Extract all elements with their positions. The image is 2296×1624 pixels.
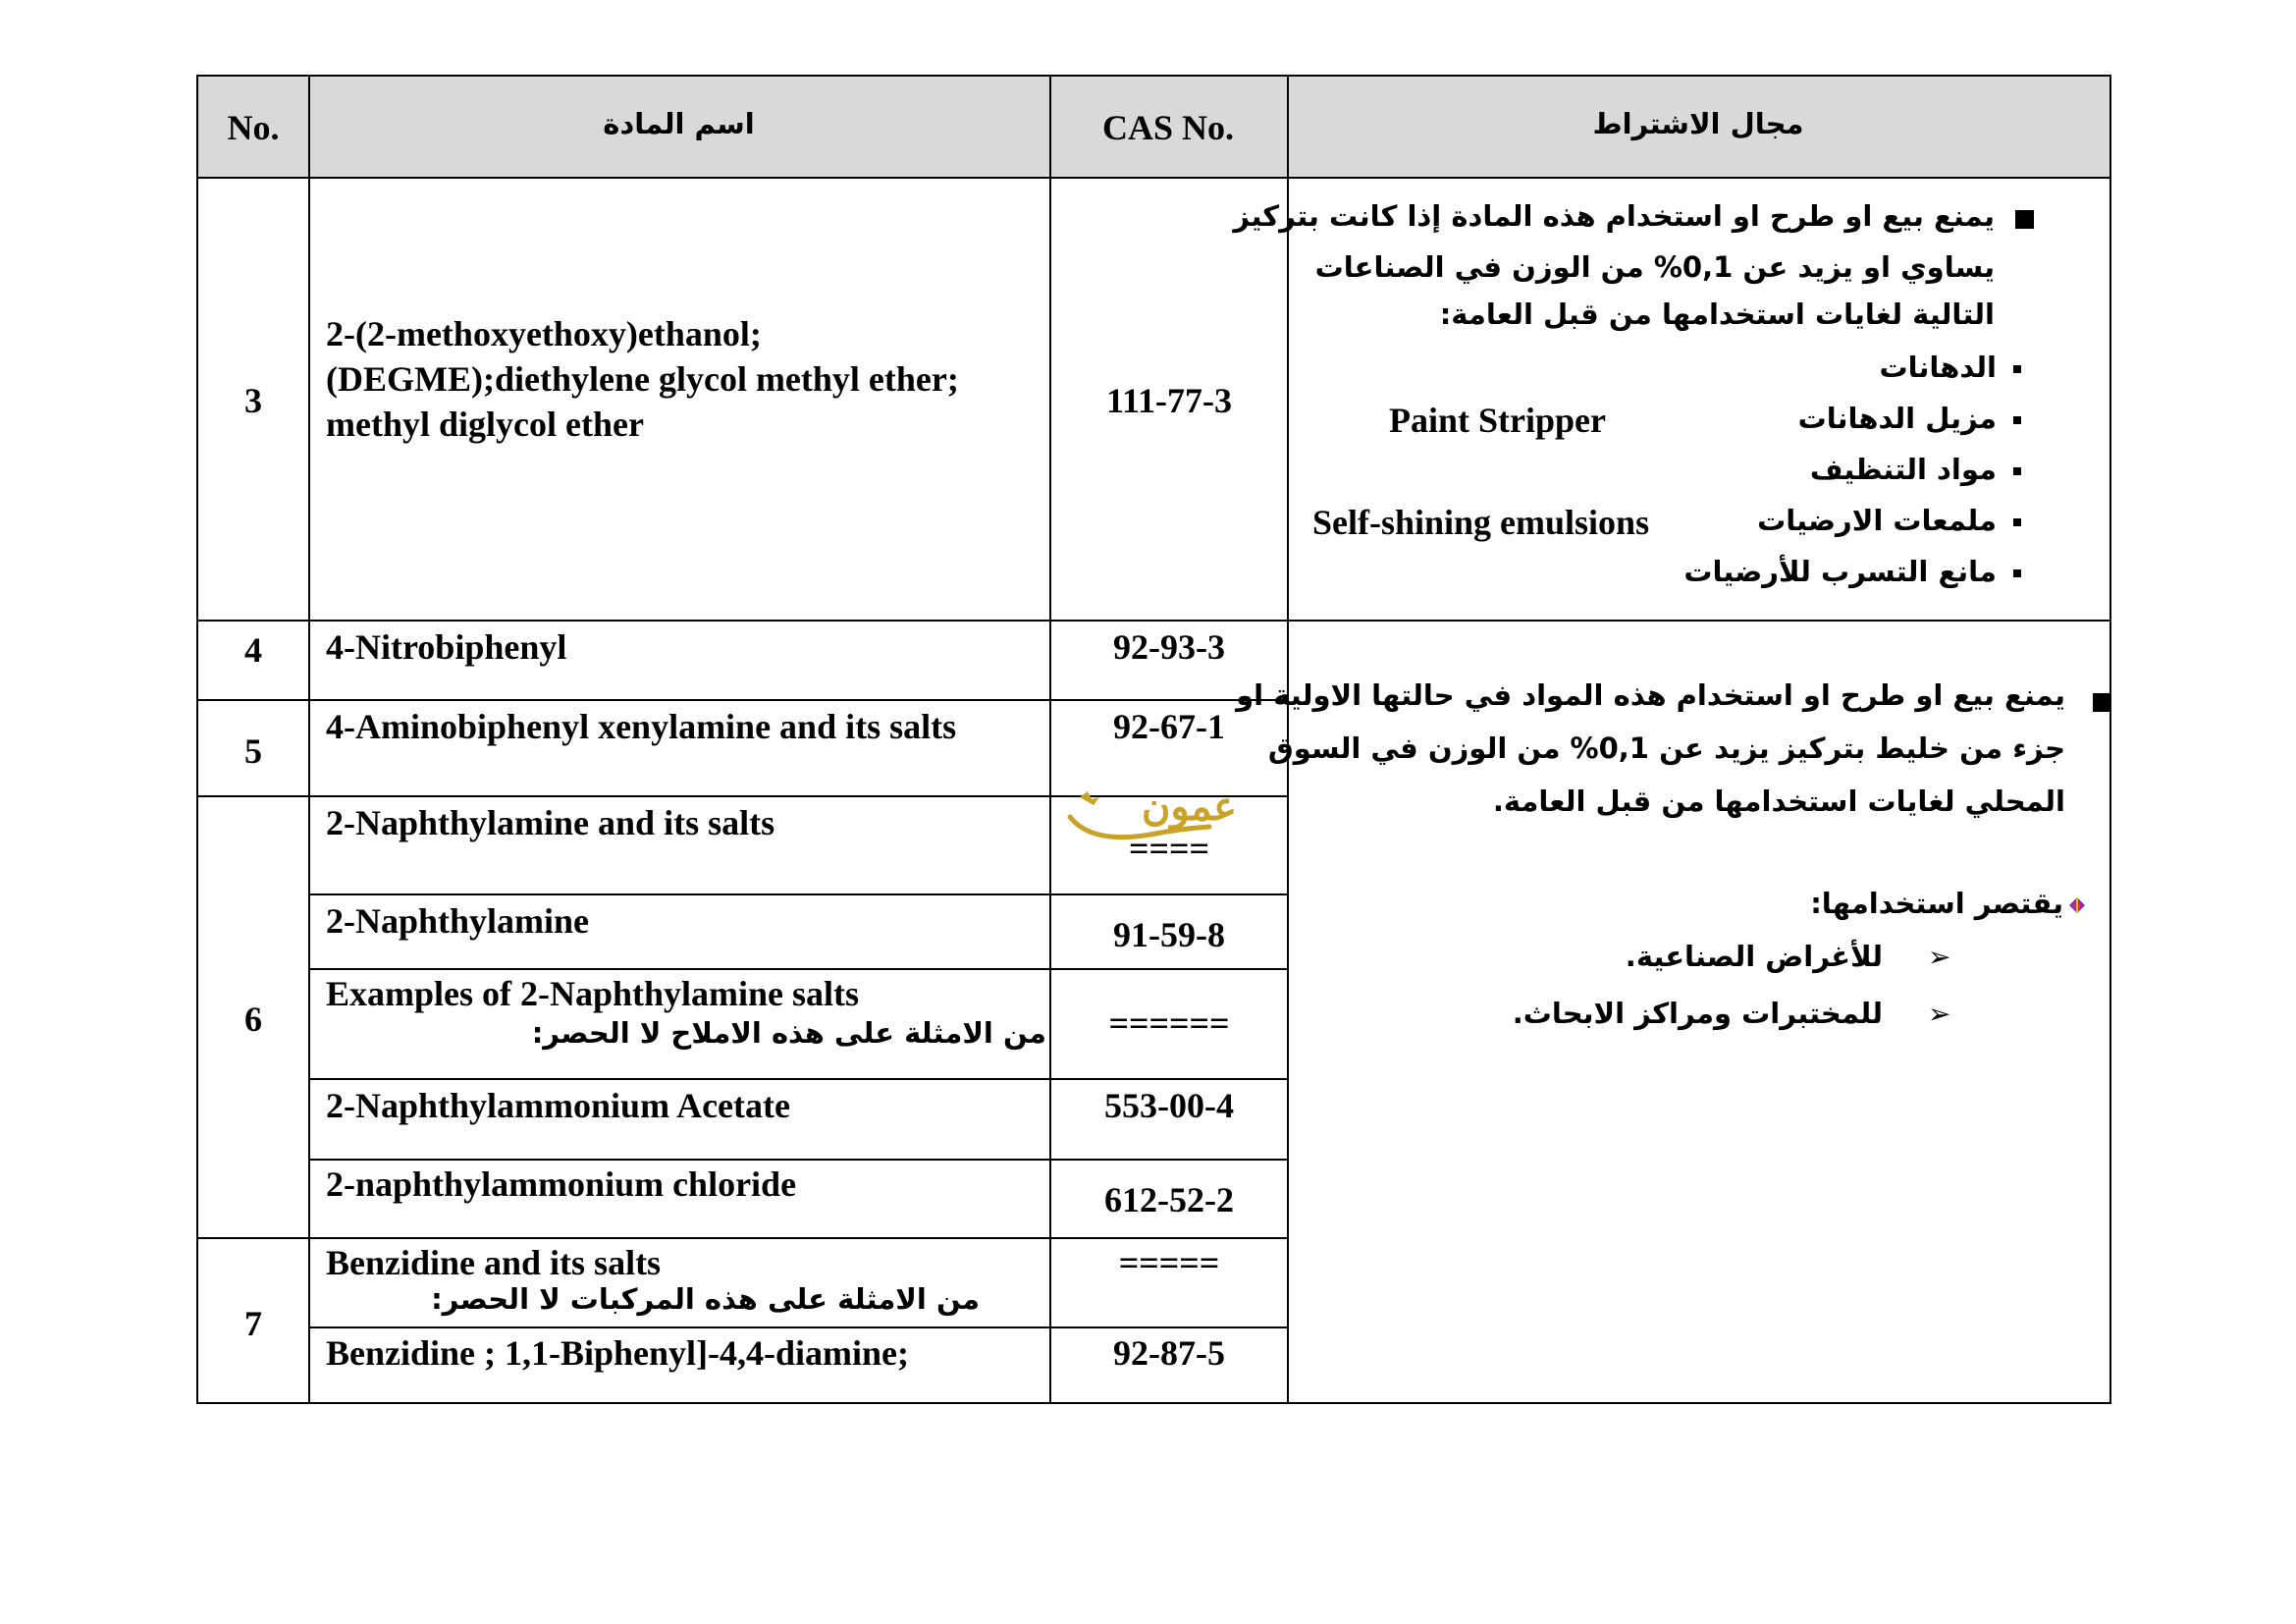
row-6-sub-4-cas: 553-00-4 [1104,1086,1234,1125]
conditions-a-item-4: ملمعات الارضيات [1757,504,1997,537]
header-substance-name: اسم المادة [603,107,755,140]
row-5-cas: 92-67-1 [1113,707,1225,746]
conditions-a-line-2: يساوي او يزيد عن 0,1% من الوزن في الصناعات [1314,250,1995,284]
row-4-cas: 92-93-3 [1113,627,1225,667]
conditions-a-item-2-en: Paint Stripper [1389,401,1606,440]
row-6-sub-5-name: 2-naphthylammonium chloride [326,1164,797,1204]
header-no: No. [227,108,280,147]
col-no-divider [308,77,310,1402]
bullet-dot-icon [2013,518,2021,526]
conditions-b-line-1: يمنع بيع او طرح او استخدام هذه المواد في حالتها الاولية او [1236,678,2065,712]
header-row-divider [198,177,2109,179]
bullet-dot-icon [2013,365,2021,373]
conditions-a-item-1: الدهانات [1879,351,1997,384]
row-7-sub-2-cas: 92-87-5 [1113,1333,1225,1373]
chevron-right-icon: ➢ [1928,998,1951,1030]
row-3-number: 3 [244,381,262,420]
conditions-a-item-5: مانع التسرب للأرضيات [1683,555,1997,588]
row-6-sub-3-cas: ====== [1108,1003,1230,1043]
diamond-bullet-icon [2069,897,2085,913]
row-4-name: 4-Nitrobiphenyl [326,627,567,667]
conditions-a-line-1: يمنع بيع او طرح او استخدام هذه المادة إذا كانت بتركيز [1233,199,1995,233]
watermark-text: عمون [1141,784,1237,830]
row-6-number: 6 [244,1000,262,1039]
row-3-name-line-3: methyl diglycol ether [326,405,644,444]
conditions-b-line-2: جزء من خليط بتركيز يزيد عن 0,1% من الوزن في السوق [1267,731,2065,765]
row-4-number: 4 [244,630,262,670]
row-3-cas: 111-77-3 [1105,381,1232,420]
bullet-dot-icon [2013,467,2021,475]
row-4-divider [198,699,1287,701]
row-6-sub-1-name: 2-Naphthylamine and its salts [326,803,775,842]
row-7-sub-1-name: Benzidine and its salts [326,1243,662,1282]
conditions-a-line-3: التالية لغايات استخدامها من قبل العامة: [1439,298,1995,331]
row-3-divider [198,620,2109,622]
row-6c-divider [308,1078,1287,1080]
row-6-sub-3-name: Examples of 2-Naphthylamine salts [326,974,860,1013]
row-7-sub-1-name-ar: من الامثلة على هذه المركبات لا الحصر: [431,1282,980,1316]
row-6-sub-5-cas: 612-52-2 [1104,1180,1234,1219]
bullet-square-icon [2093,693,2111,712]
row-7-number: 7 [244,1304,262,1343]
conditions-a-item-2: مزيل الدهانات [1797,402,1997,435]
row-6a-divider [308,893,1287,895]
header-cas-no: CAS No. [1101,108,1234,147]
row-7a-divider [308,1326,1287,1328]
row-6b-divider [308,968,1287,970]
bullet-dot-icon [2013,416,2021,424]
conditions-b-restrict-item-2: للمختبرات ومراكز الابحاث. [1512,997,1883,1030]
chevron-right-icon: ➢ [1928,941,1951,973]
bullet-dot-icon [2013,569,2021,577]
row-7-sub-1-cas: ===== [1118,1243,1220,1282]
conditions-b-line-3: المحلي لغايات استخدامها من قبل العامة. [1492,785,2065,818]
row-6-sub-1-cas: ==== [1128,829,1210,868]
row-6-sub-2-cas: 91-59-8 [1113,915,1225,954]
header-conditions: مجال الاشتراط [1592,107,1804,140]
row-7-sub-2-name: Benzidine ; 1,1-Biphenyl]-4,4-diamine; [326,1333,910,1373]
row-6-divider [198,1237,1287,1239]
conditions-a-item-4-en: Self-shining emulsions [1312,503,1650,542]
bullet-square-icon [2015,210,2034,229]
row-6-sub-4-name: 2-Naphthylammonium Acetate [326,1086,790,1125]
conditions-b-restrict-item-1: للأغراض الصناعية. [1625,940,1883,973]
row-5-name: 4-Aminobiphenyl xenylamine and its salts [326,707,957,746]
row-5-number: 5 [244,731,262,771]
row-6d-divider [308,1159,1287,1161]
row-3-name-line-1: 2-(2-methoxyethoxy)ethanol; [326,314,762,353]
row-6-sub-2-name: 2-Naphthylamine [326,901,590,941]
conditions-a-item-3: مواد التنظيف [1809,453,1997,486]
conditions-b-restrict-title: يقتصر استخدامها: [1810,887,2063,920]
row-3-name-line-2: (DEGME);diethylene glycol methyl ether; [326,359,959,399]
row-6-sub-3-name-ar: من الامثلة على هذه الاملاح لا الحصر: [531,1016,1046,1050]
substances-table [196,75,2111,1404]
watermark-logo [1062,784,1249,848]
